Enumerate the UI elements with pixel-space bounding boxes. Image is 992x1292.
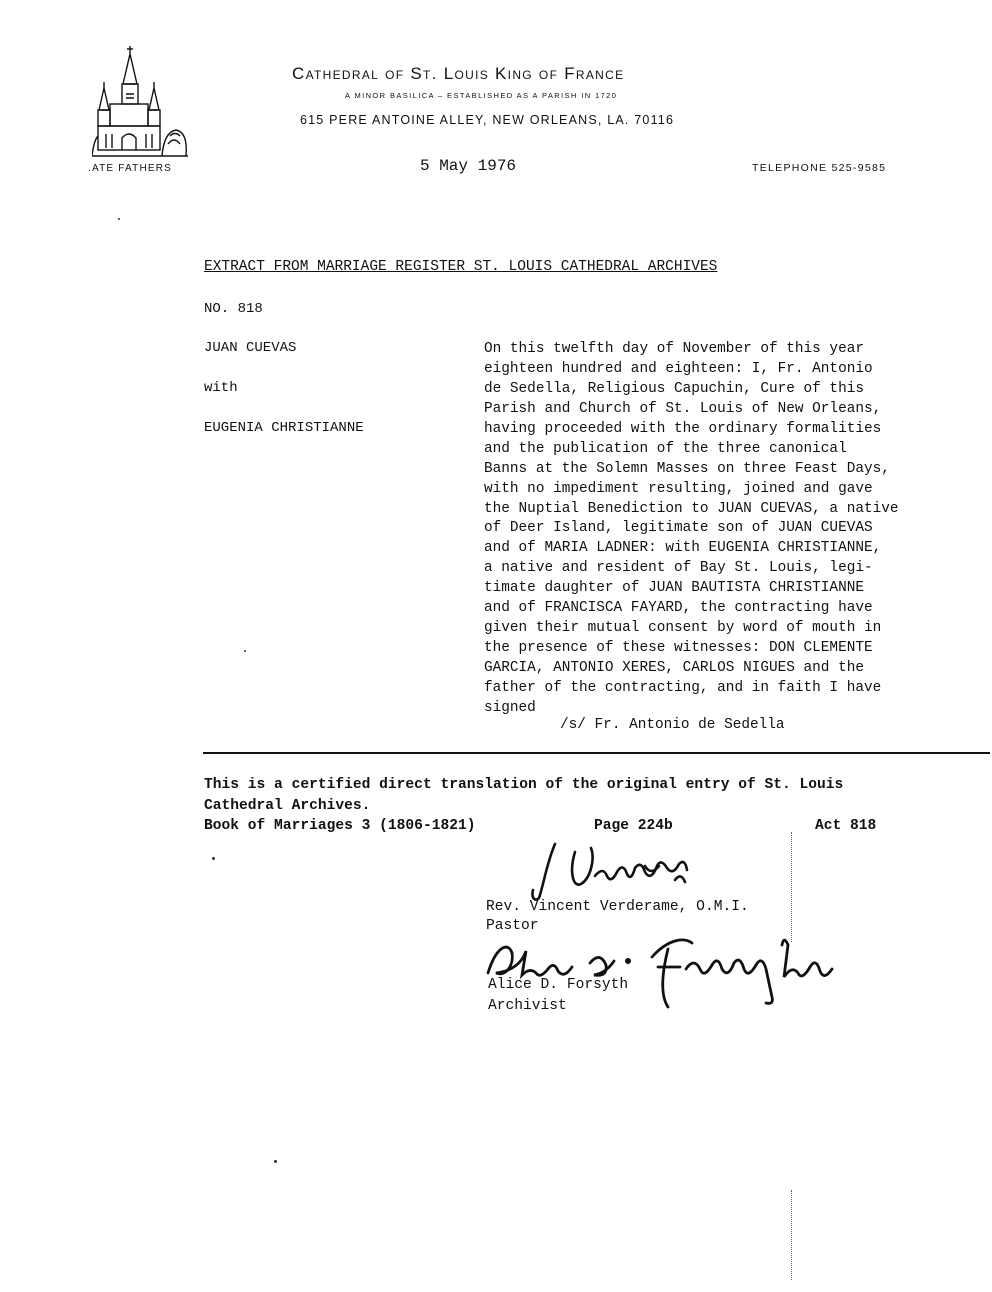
letterhead-telephone: TELEPHONE 525-9585 xyxy=(752,162,887,174)
entry-text-line: a native and resident of Bay St. Louis, legi- xyxy=(484,560,873,577)
entry-number: NO. 818 xyxy=(204,301,263,317)
entry-text-line: given their mutual consent by word of mouth in xyxy=(484,620,882,637)
entry-text xyxy=(484,340,974,719)
entry-text-line: GARCIA, ANTONIO XERES, CARLOS NIGUES and the xyxy=(484,660,864,676)
conjunction-with: with xyxy=(204,380,238,396)
entry-text-line: eighteen hundred and eighteen: I, Fr. Antonio xyxy=(484,360,873,377)
scan-dotted-mark xyxy=(791,832,793,942)
separator-rule xyxy=(203,752,990,754)
entry-text-line: father of the contracting, and in faith I have xyxy=(484,679,882,696)
original-signature-line: /s/ Fr. Antonio de Sedella xyxy=(560,717,785,733)
page-reference: Page 224b xyxy=(594,818,673,834)
letterhead-name: Cathedral of St. Louis King of France xyxy=(292,64,625,83)
scan-speck xyxy=(274,1160,277,1163)
book-reference: Book of Marriages 3 (1806-1821) xyxy=(204,818,476,834)
certification-statement: This is a certified direct translation of the original entry of St. Louis xyxy=(204,777,844,793)
letter-date: 5 May 1976 xyxy=(420,157,517,175)
pastor-title: Pastor xyxy=(486,918,539,934)
entry-text-line: having proceeded with the ordinary formalities xyxy=(484,420,882,437)
scan-speck xyxy=(118,218,120,220)
scan-speck xyxy=(212,857,215,860)
certification-statement-cont: Cathedral Archives. xyxy=(204,798,371,814)
letterhead-address: 615 PERE ANTOINE ALLEY, NEW ORLEANS, LA. 70116 xyxy=(300,113,675,127)
act-reference: Act 818 xyxy=(815,818,877,834)
entry-text-line: timate daughter of JUAN BAUTISTA CHRISTIANNE xyxy=(484,580,864,597)
entry-text-line: and the publication of the three canonical xyxy=(484,440,847,457)
cathedral-icon xyxy=(92,44,192,160)
pastor-signature xyxy=(525,832,725,904)
entry-text-line: and of MARIA LADNER: with EUGENIA CHRISTIANNE, xyxy=(484,540,882,557)
entry-text-line: the presence of these witnesses: DON CLEMENTE xyxy=(484,640,873,657)
entry-text-line: and of FRANCISCA FAYARD, the contracting have xyxy=(484,600,873,617)
entry-text-line: the Nuptial Benediction to JUAN CUEVAS, a native xyxy=(484,500,899,517)
archivist-title: Archivist xyxy=(488,998,567,1014)
groom-name: JUAN CUEVAS xyxy=(204,340,297,356)
entry-text-line: signed xyxy=(484,699,536,716)
bride-name: EUGENIA CHRISTIANNE xyxy=(204,420,364,436)
scan-dotted-mark xyxy=(791,1190,793,1280)
entry-text-line: Parish and Church of St. Louis of New Orleans, xyxy=(484,400,882,417)
entry-text-line: Banns at the Solemn Masses on three Feast Days, xyxy=(484,460,890,477)
entry-text-line: de Sedella, Religious Capuchin, Cure of this xyxy=(484,380,864,397)
document-heading: EXTRACT FROM MARRIAGE REGISTER ST. LOUIS CATHEDRAL ARCHIVES xyxy=(204,259,718,275)
scan-speck xyxy=(244,650,246,652)
entry-text-line: On this twelfth day of November of this year xyxy=(484,341,864,357)
letterhead-subtitle: A MINOR BASILICA – ESTABLISHED AS A PARISH IN 1720 xyxy=(345,91,618,100)
archivist-name: Alice D. Forsyth xyxy=(488,977,629,993)
pastor-name: Rev. Vincent Verderame, O.M.I. xyxy=(486,899,749,915)
letterhead-fathers-label: .ATE FATHERS xyxy=(88,163,173,174)
entry-text-line: with no impediment resulting, joined and gave xyxy=(484,480,873,497)
entry-text-line: of Deer Island, legitimate son of JUAN CUEVAS xyxy=(484,520,873,537)
